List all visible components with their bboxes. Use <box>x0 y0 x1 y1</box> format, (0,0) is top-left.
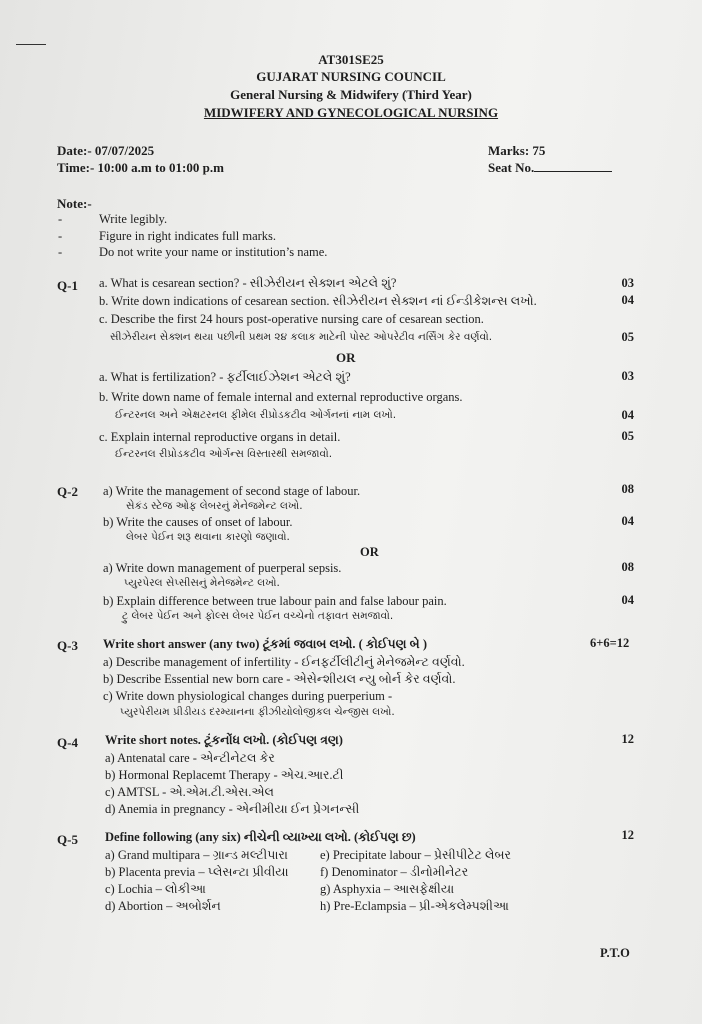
subject-title: MIDWIFERY AND GYNECOLOGICAL NURSING <box>203 105 499 120</box>
item-marks: 05 <box>621 330 634 344</box>
question-item: b) Explain difference between true labour pain and false labour pain. <box>103 594 447 608</box>
exam-time: Time:- 10:00 a.m to 01:00 p.m <box>57 160 224 175</box>
or-separator: OR <box>336 350 356 365</box>
item-marks: 05 <box>621 429 634 443</box>
item-marks: 08 <box>621 482 634 496</box>
question-item-gujarati: ઈન્ટરનલ રીપ્રોડકટીવ ઓર્ગન્સ વિસ્તારથી સમજાવો. <box>115 448 333 460</box>
course-name: General Nursing & Midwifery (Third Year) <box>230 87 472 102</box>
definition-item: c) Lochia – લોકીઆ <box>105 882 206 896</box>
paper-code: AT301SE25 <box>318 52 384 67</box>
note-title: Note:- <box>57 196 92 211</box>
question-title: Write short notes. ટૂંકનોંધ લખો. (કોઈપણ ત્રણ) <box>105 733 343 747</box>
top-rule <box>16 44 46 45</box>
question-item: b. Write down indications of cesarean section. સીઝેરીયન સેક્શન નાં ઈન્ડીકેશન્સ લખો. <box>99 294 537 308</box>
question-title: Write short answer (any two) ટૂંકમાં જવાબ લખો. ( કોઈપણ બે ) <box>103 637 427 651</box>
seat-number <box>488 160 612 176</box>
definition-item: e) Precipitate labour – પ્રેસીપીટેટ લેબર <box>320 848 511 862</box>
page-turn-note: P.T.O <box>600 946 630 960</box>
note-item: Do not write your name or institution’s name. <box>99 245 328 259</box>
item-marks: 04 <box>621 293 634 307</box>
exam-date: Date:- 07/07/2025 <box>57 143 155 158</box>
question-item: c. Describe the first 24 hours post-operative nursing care of cesarean section. <box>99 312 484 326</box>
definition-item: d) Abortion – અબોર્શન <box>105 899 221 913</box>
question-item: a) Describe management of infertility - ઈનફર્ટીલીટીનું મેનેજમેન્ટ વર્ણવો. <box>103 655 465 669</box>
question-item: c) Write down physiological changes during puerperium - <box>103 689 393 703</box>
item-marks: 04 <box>621 514 634 528</box>
definition-item: a) Grand multipara – ગ્રાન્ડ મલ્ટીપારા <box>105 848 288 862</box>
seat-label: Seat No. <box>488 160 535 175</box>
question-item-gujarati: સેકંડ સ્ટેજ ઓફ લેબરનું મેનેજમેન્ટ લખો. <box>126 500 303 512</box>
question-item-gujarati: ઈન્ટરનલ અને એક્ષટરનલ ફીમેલ રીપ્રોડકટીવ ઓર્ગનનાં નામ લખો. <box>115 409 397 421</box>
question-item: a) Antenatal care - એન્ટીનેટલ કેર <box>105 751 275 765</box>
definition-item: h) Pre-Eclampsia – પ્રી-એકલેમ્પશીઆ <box>320 899 509 913</box>
question-item-gujarati: લેબર પેઈન શરૂ થવાના કારણો જણાવો. <box>126 531 290 543</box>
note-item: Figure in right indicates full marks. <box>99 229 277 243</box>
question-marks: 12 <box>621 828 634 842</box>
question-item: d) Anemia in pregnancy - એનીમીયા ઈન પ્રેગનન્સી <box>105 802 360 816</box>
question-item: c) AMTSL - એ.એમ.ટી.એસ.એલ <box>105 785 274 799</box>
question-item: a. What is fertilization? - ફર્ટીલાઈઝેશન એટલે શું? <box>99 370 351 384</box>
question-label: Q-1 <box>57 278 78 293</box>
item-marks: 03 <box>621 369 634 383</box>
definition-item: g) Asphyxia – આસફેક્ષીયા <box>320 882 455 896</box>
question-label: Q-3 <box>57 638 78 653</box>
note-bullet: - <box>58 229 63 243</box>
question-label: Q-4 <box>57 735 78 750</box>
question-item: b) Describe Essential new born care - એસેન્શીયલ ન્યુ બોર્ન કેર વર્ણવો. <box>103 672 456 686</box>
question-item: a) Write the management of second stage of labour. <box>103 484 361 498</box>
definition-item: f) Denominator – ડીનોમીનેટર <box>320 865 469 879</box>
question-item-gujarati: પ્યુરપેરલ સેપ્સીસનું મેનેજમેન્ટ લખો. <box>124 577 280 589</box>
question-item: b) Write the causes of onset of labour. <box>103 515 293 529</box>
question-marks: 6+6=12 <box>590 636 630 650</box>
question-marks: 12 <box>621 732 634 746</box>
question-item-gujarati: ટ્રુ લેબર પેઈન અને ફોલ્સ લેબર પેઈન વચ્ચેનો તફાવત સમજાવો. <box>122 610 394 622</box>
question-item: a. What is cesarean section? - સીઝેરીયન સેક્શન એટલે શું? <box>99 276 397 290</box>
question-label: Q-5 <box>57 832 78 847</box>
note-bullet: - <box>58 245 63 259</box>
question-item: c. Explain internal reproductive organs in detail. <box>99 430 341 444</box>
question-title: Define following (any six) નીચેની વ્યાખ્યા લખો. (કોઈપણ છ) <box>105 830 416 844</box>
item-marks: 04 <box>621 593 634 607</box>
item-marks: 03 <box>621 276 634 290</box>
council-name: GUJARAT NURSING COUNCIL <box>256 69 446 84</box>
question-item-gujarati: પ્યુરપેરીયમ પ્રીડીયડ દરમ્યાનના ફીઝીયોલોજીકલ ચેન્જીસ લખો. <box>120 706 395 718</box>
item-marks: 08 <box>621 560 634 574</box>
question-item: a) Write down management of puerperal sepsis. <box>103 561 342 575</box>
seat-blank <box>534 160 612 172</box>
question-item-gujarati: સીઝેરીયન સેક્શન થયા પછીની પ્રથમ ૨૪ કલાક માટેની પોસ્ટ ઓપરેટીવ નર્સિંગ કેર વર્ણવો. <box>110 331 493 343</box>
total-marks: Marks: 75 <box>488 143 546 158</box>
item-marks: 04 <box>621 408 634 422</box>
or-separator: OR <box>360 545 379 559</box>
question-item: b) Hormonal Replacemt Therapy - એચ.આર.ટી <box>105 768 344 782</box>
question-item: b. Write down name of female internal and external reproductive organs. <box>99 390 463 404</box>
definition-item: b) Placenta previa – પ્લેસન્ટા પ્રીવીયા <box>105 865 289 879</box>
note-item: Write legibly. <box>99 212 168 226</box>
note-bullet: - <box>58 212 63 226</box>
question-label: Q-2 <box>57 484 78 499</box>
